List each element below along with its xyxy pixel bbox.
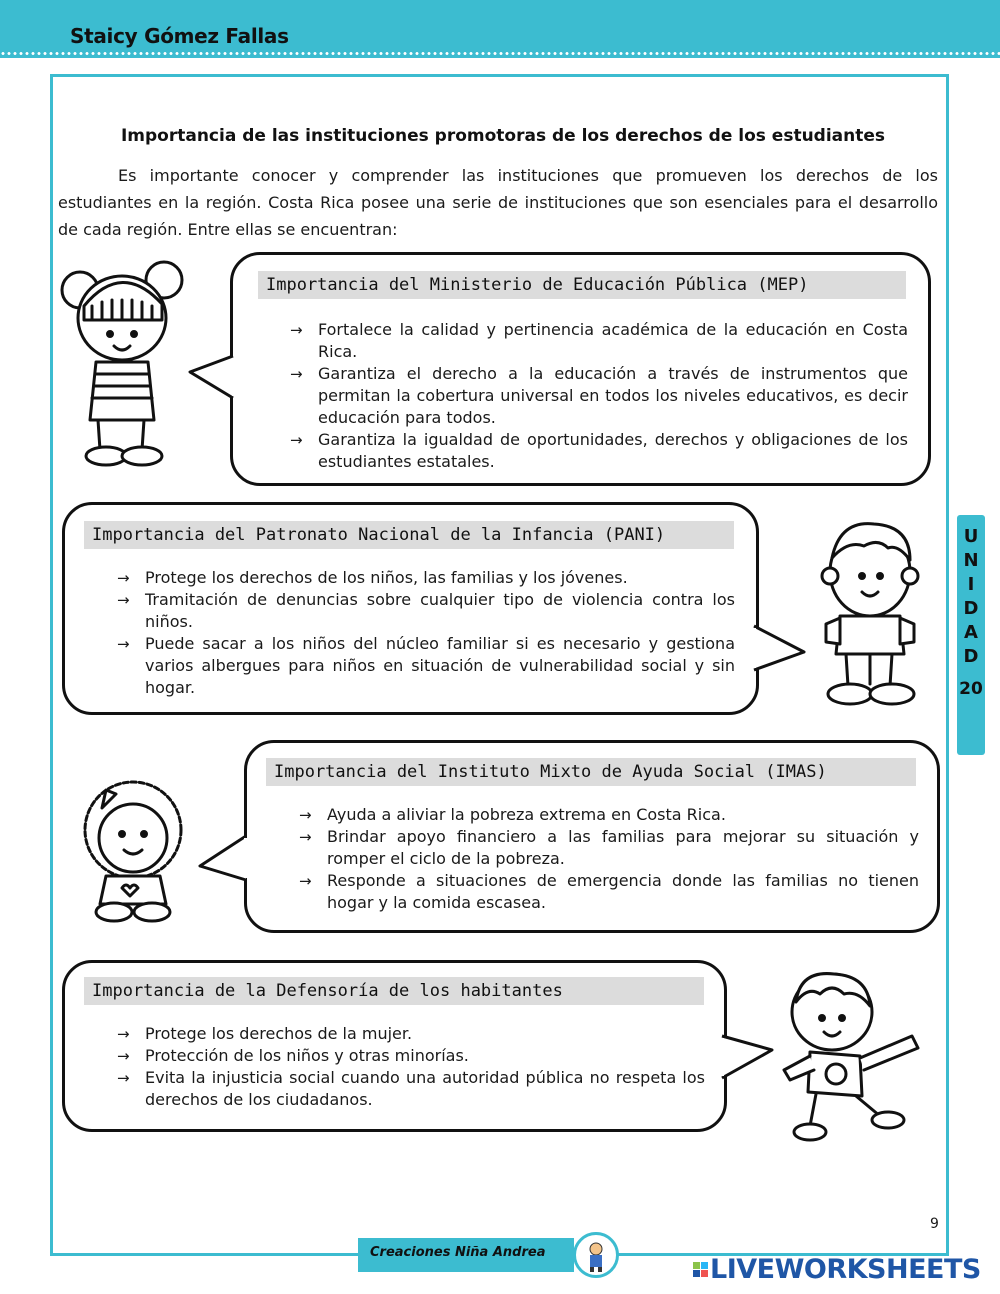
list-item <box>288 363 908 429</box>
list-item <box>115 567 735 589</box>
bubble-tail <box>196 830 250 890</box>
arrow-icon: → <box>117 1025 130 1043</box>
liveworksheets-logo-icon <box>693 1262 708 1277</box>
section-heading: Importancia del Instituto Mixto de Ayuda Social (IMAS) <box>266 758 916 786</box>
header-dotted-border <box>0 51 1000 56</box>
girl-pigtails-illustration <box>58 250 188 470</box>
liveworksheets-watermark <box>693 1254 981 1284</box>
arrow-icon: → <box>299 828 312 846</box>
list-item-text: Puede sacar a los niños del núcleo familiar si es necesario y gestiona varios albergues para niños en situación de vulnerabilidad social y sin hogar. <box>145 634 735 697</box>
bubble-defensoria <box>62 960 727 1132</box>
section-heading: Importancia de la Defensoría de los habitantes <box>84 977 704 1005</box>
arrow-icon: → <box>290 431 303 449</box>
section-heading: Importancia del Patronato Nacional de la Infancia (PANI) <box>84 521 734 549</box>
section-heading: Importancia del Ministerio de Educación Pública (MEP) <box>258 271 906 299</box>
list-item-text: Garantiza la igualdad de oportunidades, derechos y obligaciones de los estudiantes estatales. <box>318 430 908 471</box>
unit-letter: D <box>963 598 979 619</box>
list-item <box>115 1023 705 1045</box>
arrow-icon: → <box>117 591 130 609</box>
page-title: Importancia de las instituciones promotoras de los derechos de los estudiantes <box>120 126 886 146</box>
list-item-text: Brindar apoyo financiero a las familias para mejorar su situación y romper el ciclo de la pobreza. <box>327 827 919 868</box>
unit-number: 20 <box>959 679 983 699</box>
bullet-list <box>288 319 908 473</box>
list-item <box>115 633 735 699</box>
unit-letter: A <box>964 622 978 643</box>
unit-letters <box>957 515 985 669</box>
list-item-text: Ayuda a aliviar la pobreza extrema en Costa Rica. <box>327 805 726 824</box>
footer-brand: Creaciones Niña Andrea <box>370 1245 546 1260</box>
list-item-text: Protege los derechos de la mujer. <box>145 1024 413 1043</box>
list-item-text: Responde a situaciones de emergencia donde las familias no tienen hogar y la comida escasea. <box>327 871 919 912</box>
bubble-mep <box>230 252 931 486</box>
arrow-icon: → <box>290 321 303 339</box>
arrow-icon: → <box>117 1069 130 1087</box>
bullet-list <box>115 567 735 699</box>
list-item-text: Fortalece la calidad y pertinencia académica de la educación en Costa Rica. <box>318 320 908 361</box>
list-item-text: Tramitación de denuncias sobre cualquier tipo de violencia contra los niños. <box>145 590 735 631</box>
footer-brand-tag <box>358 1238 574 1272</box>
watermark-text: LIVEWORKSHEETS <box>710 1253 981 1285</box>
bullet-list <box>115 1023 705 1111</box>
arrow-icon: → <box>117 635 130 653</box>
child-figure-icon <box>576 1235 616 1275</box>
unit-tab <box>957 515 985 755</box>
list-item-text: Protección de los niños y otras minorías. <box>145 1046 469 1065</box>
bullet-list <box>297 804 919 914</box>
author-name: Staicy Gómez Fallas <box>70 24 289 48</box>
bubble-tail <box>750 620 810 680</box>
bubble-tail <box>718 1030 778 1090</box>
bubble-tail <box>188 350 238 410</box>
arrow-icon: → <box>290 365 303 383</box>
unit-letter: D <box>963 646 979 667</box>
list-item-text: Evita la injusticia social cuando una autoridad pública no respeta los derechos de los ciudadanos. <box>145 1068 705 1109</box>
curly-girl-illustration <box>76 768 190 928</box>
list-item <box>297 804 919 826</box>
page-number: 9 <box>930 1216 939 1232</box>
list-item <box>115 589 735 633</box>
intro-paragraph: Es importante conocer y comprender las instituciones que promueven los derechos de los estudiantes en la región. Costa Rica posee una serie de instituciones que son esenciales para el desarrollo de cada región. Entre ellas se encuentran: <box>58 166 938 239</box>
list-item-text: Protege los derechos de los niños, las familias y los jóvenes. <box>145 568 628 587</box>
bubble-imas <box>244 740 940 933</box>
list-item <box>297 870 919 914</box>
unit-letter: I <box>967 574 975 595</box>
list-item <box>297 826 919 870</box>
arrow-icon: → <box>299 806 312 824</box>
list-item-text: Garantiza el derecho a la educación a través de instrumentos que permitan la cobertura universal en todos los niveles educativos, es decir educación para todos. <box>318 364 908 427</box>
arrow-icon: → <box>117 569 130 587</box>
boy-illustration <box>818 514 922 714</box>
list-item <box>115 1045 705 1067</box>
brand-logo-icon <box>573 1232 619 1278</box>
unit-letter: U <box>963 526 979 547</box>
unit-letter: N <box>963 550 979 571</box>
list-item <box>288 319 908 363</box>
bubble-pani <box>62 502 759 715</box>
list-item <box>288 429 908 473</box>
list-item <box>115 1067 705 1111</box>
arrow-icon: → <box>117 1047 130 1065</box>
running-kid-illustration <box>770 966 926 1146</box>
arrow-icon: → <box>299 872 312 890</box>
